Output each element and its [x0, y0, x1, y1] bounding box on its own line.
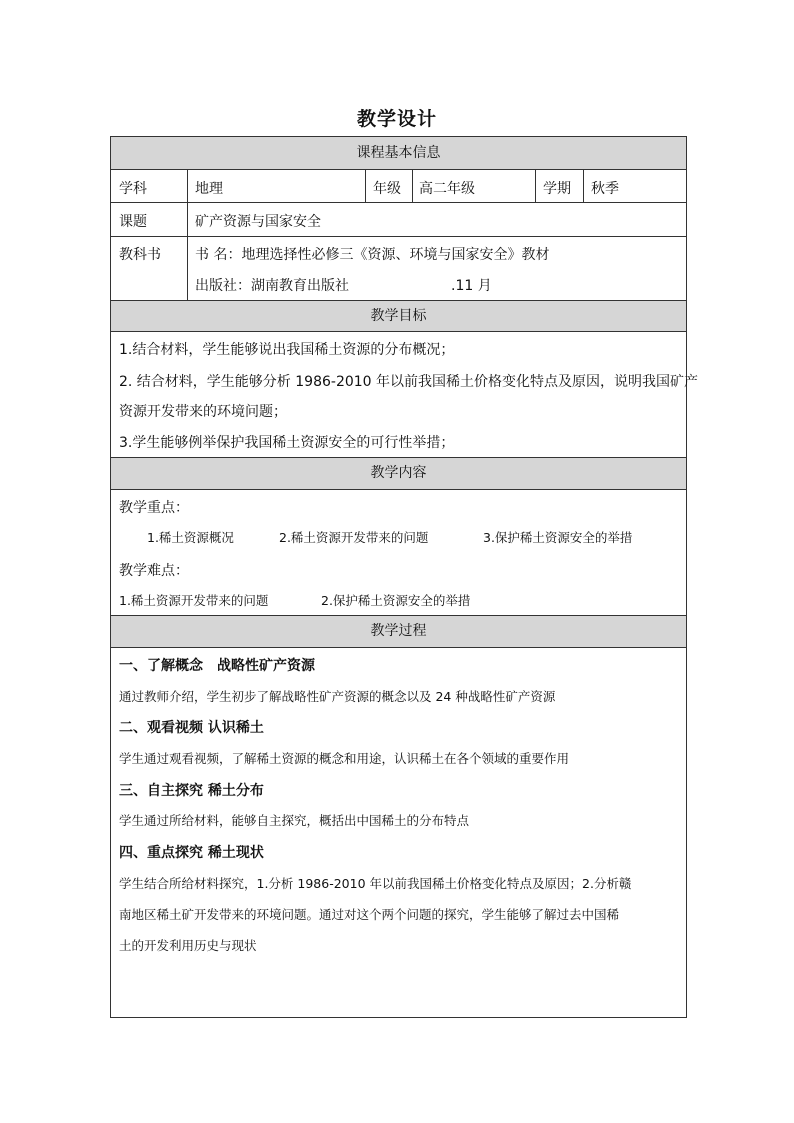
content-header: 教学内容 [111, 458, 686, 489]
objective-2-line-2: 资源开发带来的环境问题； [119, 404, 287, 420]
difficulties-label: 教学难点： [119, 563, 189, 579]
subject-value: 地理 [195, 181, 223, 197]
textbook-publisher: 出版社：湖南教育出版社 [195, 278, 349, 294]
process-step-4-body-line-1: 学生结合所给材料探究，1.分析 1986-2010 年以前我国稀土价格变化特点及原因；2.分析赣 [119, 876, 632, 891]
objective-3: 3.学生能够例举保护我国稀土资源安全的可行性举措； [119, 435, 455, 451]
key-point-1: 1.稀土资源概况 [147, 530, 234, 545]
objective-2-line-1: 2. 结合材料，学生能够分析 1986-2010 年以前我国稀土价格变化特点及原因，说明我国矿产 [119, 374, 699, 390]
subject-label: 学科 [119, 181, 147, 197]
difficulty-1: 1.稀土资源开发带来的问题 [119, 593, 269, 608]
process-step-2-body: 学生通过观看视频，了解稀土资源的概念和用途，认识稀土在各个领域的重要作用 [119, 751, 570, 766]
process-step-2-heading: 二、观看视频 认识稀土 [119, 720, 264, 736]
grade-value: 高二年级 [419, 181, 475, 197]
topic-value: 矿产资源与国家安全 [195, 214, 321, 230]
process-step-1-heading: 一、了解概念 战略性矿产资源 [119, 658, 315, 674]
term-value: 秋季 [591, 181, 619, 197]
process-step-1-body: 通过教师介绍，学生初步了解战略性矿产资源的概念以及 24 种战略性矿产资源 [119, 689, 556, 704]
textbook-label: 教科书 [119, 247, 161, 263]
process-step-4-heading: 四、重点探究 稀土现状 [119, 845, 264, 861]
textbook-name: 书 名：地理选择性必修三《资源、环境与国家安全》教材 [195, 247, 550, 263]
process-step-4-body-line-3: 土的开发利用历史与现状 [119, 938, 257, 953]
objectives-header: 教学目标 [111, 301, 686, 331]
grade-label: 年级 [373, 181, 401, 197]
process-step-3-heading: 三、自主探究 稀土分布 [119, 783, 264, 799]
topic-label: 课题 [119, 214, 147, 230]
key-points-label: 教学重点： [119, 500, 189, 516]
process-step-4-body-line-2: 南地区稀土矿开发带来的环境问题。通过对这个两个问题的探究，学生能够了解过去中国稀 [119, 907, 620, 922]
term-label: 学期 [543, 181, 571, 197]
process-header: 教学过程 [111, 616, 686, 647]
lesson-plan-table [110, 136, 699, 1018]
difficulty-2: 2.保护稀土资源安全的举措 [321, 593, 471, 608]
objective-1: 1.结合材料，学生能够说出我国稀土资源的分布概况； [119, 342, 455, 358]
textbook-date: .11 月 [451, 278, 492, 294]
basic-info-header: 课程基本信息 [111, 137, 686, 169]
key-point-2: 2.稀土资源开发带来的问题 [279, 530, 429, 545]
process-step-3-body: 学生通过所给材料，能够自主探究，概括出中国稀土的分布特点 [119, 813, 470, 828]
key-point-3: 3.保护稀土资源安全的举措 [483, 530, 633, 545]
document-title: 教学设计 [356, 108, 437, 130]
